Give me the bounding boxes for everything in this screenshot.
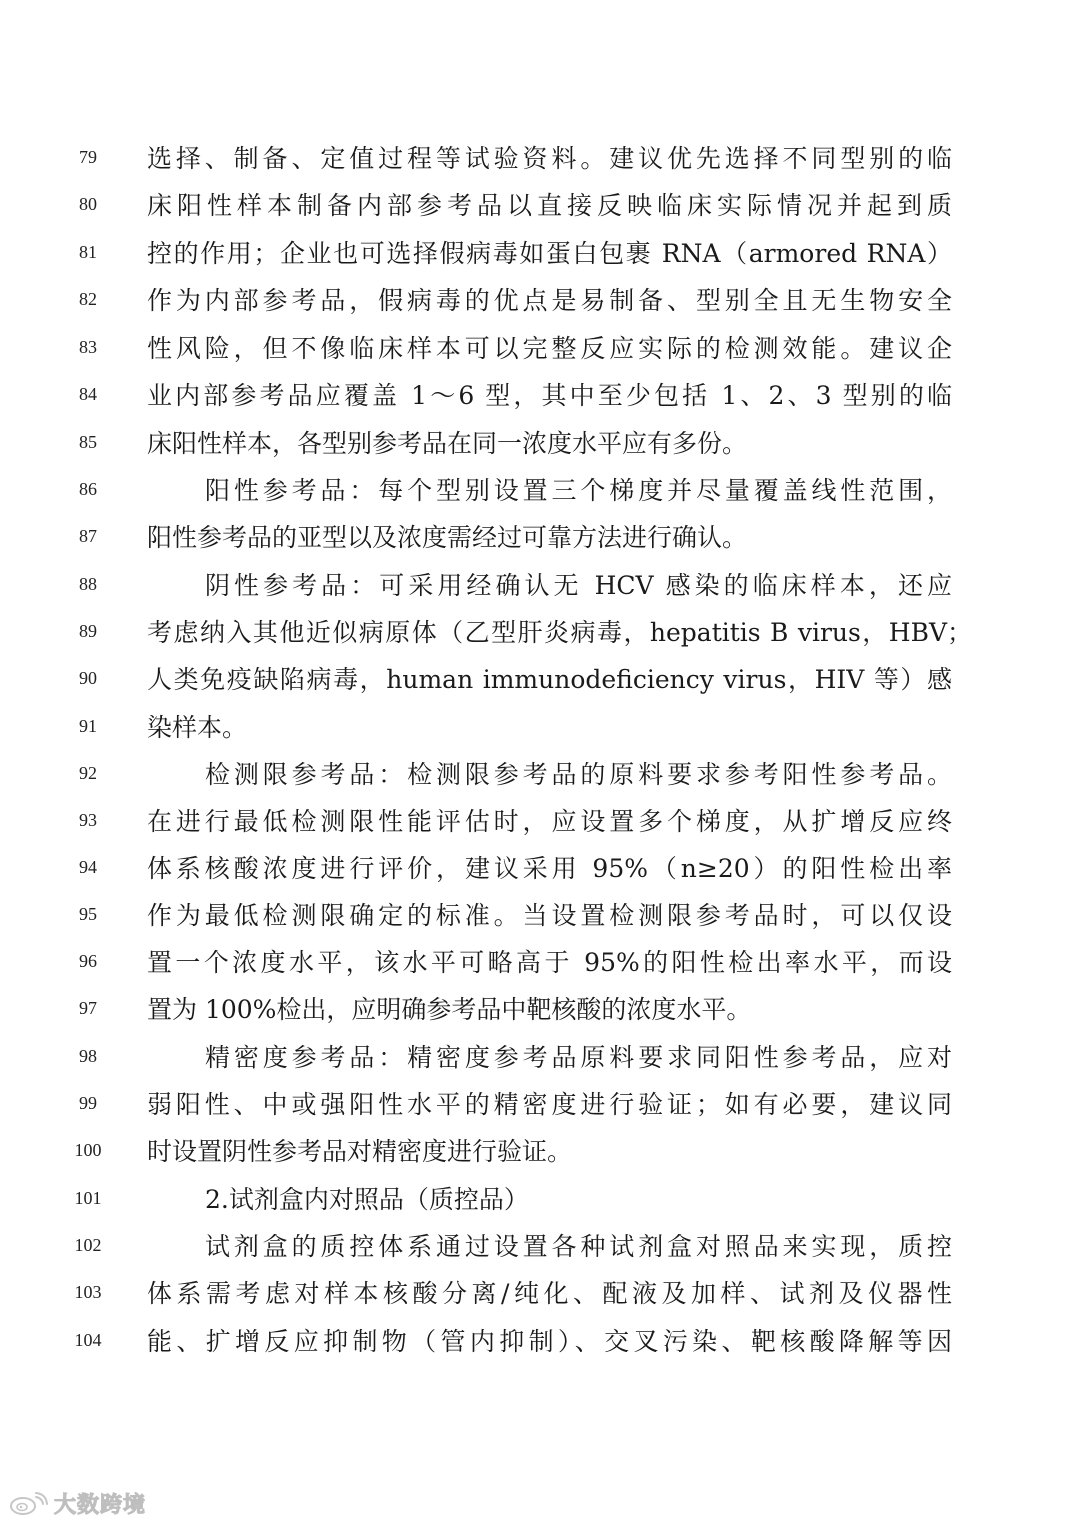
document-line (0, 751, 1080, 798)
line-number: 82 (79, 289, 97, 309)
line-number: 98 (79, 1046, 97, 1066)
line-text: 阴性参考品：可采用经确认无 HCV 感染的临床样本，还应 (205, 571, 952, 600)
line-text: 选择、制备、定值过程等试验资料。建议优先选择不同型别的临 (147, 144, 952, 173)
document-line (0, 892, 1080, 939)
line-number: 79 (79, 147, 97, 167)
document-line (0, 372, 1080, 419)
document-line (0, 1270, 1080, 1317)
line-text: 控的作用；企业也可选择假病毒如蛋白包裹 RNA（armored RNA） (147, 239, 952, 268)
line-text: 2.试剂盒内对照品（质控品） (205, 1185, 529, 1214)
line-text: 阳性参考品：每个型别设置三个梯度并尽量覆盖线性范围， (205, 476, 952, 505)
line-text: 体系需考虑对样本核酸分离/纯化、配液及加样、试剂及仪器性 (147, 1279, 952, 1308)
line-number: 86 (79, 479, 97, 499)
line-number: 99 (79, 1093, 97, 1113)
document-line (0, 986, 1080, 1033)
line-text: 性风险，但不像临床样本可以完整反应实际的检测效能。建议企 (147, 334, 952, 363)
weibo-logo-icon (8, 1491, 48, 1515)
line-number: 90 (79, 668, 97, 688)
document-line (0, 609, 1080, 656)
line-number: 93 (79, 810, 97, 830)
line-text: 检测限参考品：检测限参考品的原料要求参考阳性参考品。 (205, 760, 952, 789)
line-number: 100 (74, 1140, 102, 1160)
line-number: 81 (79, 242, 97, 262)
line-number: 87 (79, 526, 97, 546)
line-text: 阳性参考品的亚型以及浓度需经过可靠方法进行确认。 (147, 523, 748, 552)
document-line (0, 230, 1080, 277)
document-line (0, 277, 1080, 324)
document-line (0, 1128, 1080, 1175)
document-line (0, 939, 1080, 986)
line-number: 84 (79, 384, 97, 404)
line-number: 104 (74, 1330, 102, 1350)
watermark-text: 大数跨境 (54, 1492, 147, 1518)
line-text: 时设置阴性参考品对精密度进行验证。 (147, 1137, 573, 1166)
document-line (0, 1081, 1080, 1128)
line-number: 85 (79, 432, 97, 452)
line-text: 置一个浓度水平，该水平可略高于 95%的阳性检出率水平，而设 (147, 948, 952, 977)
line-number: 83 (79, 337, 97, 357)
line-number: 95 (79, 904, 97, 924)
line-text: 能、扩增反应抑制物（管内抑制）、交叉污染、靶核酸降解等因 (147, 1327, 952, 1356)
document-line (0, 562, 1080, 609)
line-text: 体系核酸浓度进行评价，建议采用 95%（n≥20）的阳性检出率 (147, 854, 952, 883)
document-line (0, 656, 1080, 703)
document-line (0, 798, 1080, 845)
document-line (0, 1034, 1080, 1081)
line-text: 在进行最低检测限性能评估时，应设置多个梯度，从扩增反应终 (147, 807, 952, 836)
document-line (0, 325, 1080, 372)
document-line (0, 1223, 1080, 1270)
line-number: 88 (79, 574, 97, 594)
line-text: 业内部参考品应覆盖 1～6 型，其中至少包括 1、2、3 型别的临 (147, 381, 952, 410)
watermark (8, 1488, 146, 1518)
line-text: 人类免疫缺陷病毒，human immunodeficiency virus，HIV 等）感 (147, 665, 952, 694)
line-number: 94 (79, 857, 97, 877)
document-line (0, 420, 1080, 467)
line-number: 96 (79, 951, 97, 971)
line-number: 102 (74, 1235, 102, 1255)
line-text: 试剂盒的质控体系通过设置各种试剂盒对照品来实现，质控 (205, 1232, 952, 1261)
line-number: 89 (79, 621, 97, 641)
document-line (0, 514, 1080, 561)
document-line (0, 1176, 1080, 1223)
line-number: 97 (79, 998, 97, 1018)
document-line (0, 182, 1080, 229)
document-line (0, 467, 1080, 514)
document-line (0, 845, 1080, 892)
line-text: 床阳性样本制备内部参考品以直接反映临床实际情况并起到质 (147, 191, 952, 220)
document-line (0, 704, 1080, 751)
line-text: 作为最低检测限确定的标准。当设置检测限参考品时，可以仅设 (147, 901, 952, 930)
line-number: 103 (74, 1282, 102, 1302)
line-text: 弱阳性、中或强阳性水平的精密度进行验证；如有必要，建议同 (147, 1090, 952, 1119)
line-text: 考虑纳入其他近似病原体（乙型肝炎病毒，hepatitis B virus，HBV； (147, 618, 972, 647)
line-number: 92 (79, 763, 97, 783)
line-number: 91 (79, 716, 97, 736)
line-text: 床阳性样本，各型别参考品在同一浓度水平应有多份。 (147, 429, 748, 458)
line-number: 101 (74, 1188, 102, 1208)
line-text: 置为 100%检出，应明确参考品中靶核酸的浓度水平。 (147, 995, 752, 1024)
line-text: 染样本。 (147, 713, 248, 742)
document-line (0, 1318, 1080, 1365)
line-text: 精密度参考品：精密度参考品原料要求同阳性参考品，应对 (205, 1043, 952, 1072)
line-number: 80 (79, 194, 97, 214)
document-line (0, 135, 1080, 182)
line-text: 作为内部参考品，假病毒的优点是易制备、型别全且无生物安全 (147, 286, 952, 315)
